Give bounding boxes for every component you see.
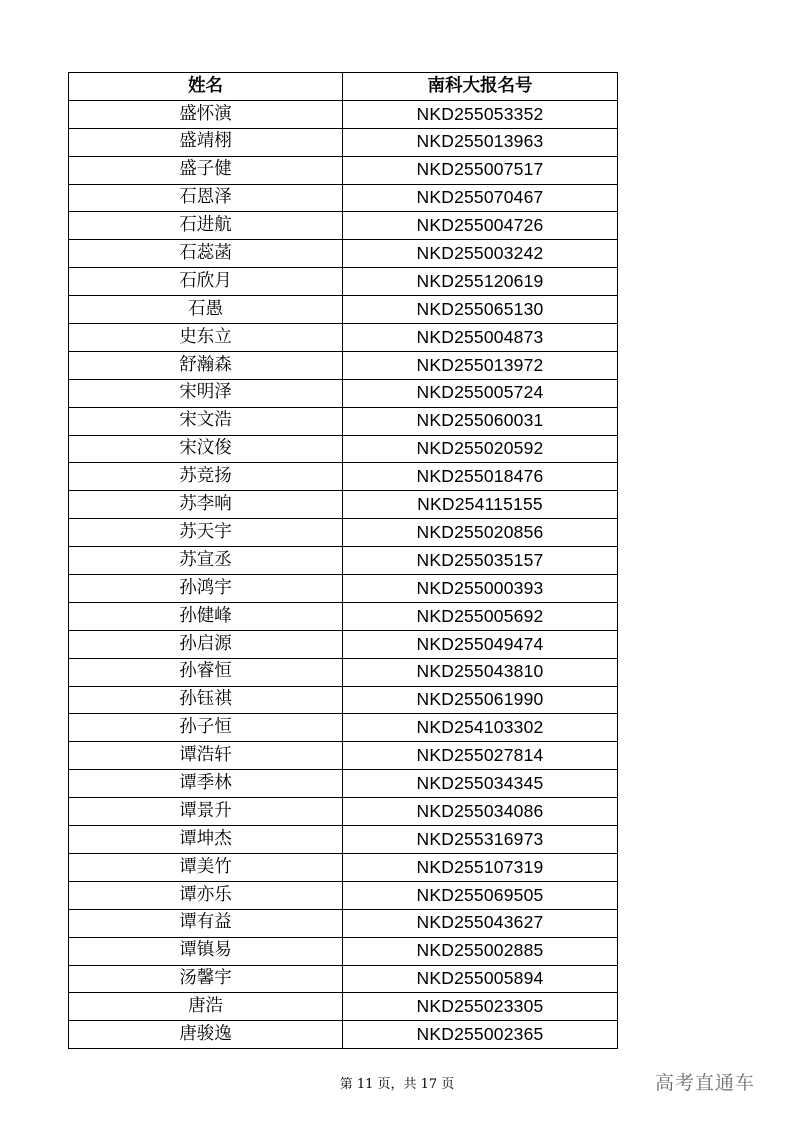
- table-row: [69, 937, 618, 965]
- student-name-cell: 孙启源: [69, 630, 343, 658]
- table-row: [69, 156, 618, 184]
- table-row: [69, 128, 618, 156]
- registration-id-cell: NKD255002365: [343, 1021, 618, 1049]
- student-name-cell: 汤馨宇: [69, 965, 343, 993]
- student-name-cell: 苏天宇: [69, 519, 343, 547]
- table-row: [69, 686, 618, 714]
- table-row: [69, 965, 618, 993]
- student-name-cell: 石恩泽: [69, 184, 343, 212]
- student-name-cell: 史东立: [69, 324, 343, 352]
- table-row: [69, 742, 618, 770]
- registration-id-cell: NKD255018476: [343, 463, 618, 491]
- registration-id-cell: NKD255013972: [343, 351, 618, 379]
- table-row: [69, 519, 618, 547]
- registration-id-cell: NKD255004873: [343, 324, 618, 352]
- student-name-cell: 谭季林: [69, 770, 343, 798]
- student-name-cell: 谭有益: [69, 909, 343, 937]
- student-name-cell: 孙钰祺: [69, 686, 343, 714]
- registration-id-cell: NKD255004726: [343, 212, 618, 240]
- student-name-cell: 石愚: [69, 296, 343, 324]
- student-name-cell: 谭坤杰: [69, 826, 343, 854]
- registration-id-cell: NKD255000393: [343, 575, 618, 603]
- registration-id-cell: NKD255053352: [343, 100, 618, 128]
- table-row: [69, 379, 618, 407]
- registration-id-cell: NKD255023305: [343, 993, 618, 1021]
- registration-id-cell: NKD255043810: [343, 658, 618, 686]
- table-row: [69, 770, 618, 798]
- registration-id-cell: NKD255049474: [343, 630, 618, 658]
- table-row: [69, 826, 618, 854]
- roster-table: [68, 72, 618, 1049]
- student-name-cell: 舒瀚森: [69, 351, 343, 379]
- student-name-cell: 苏竞扬: [69, 463, 343, 491]
- student-name-cell: 孙子恒: [69, 714, 343, 742]
- student-name-cell: 谭亦乐: [69, 881, 343, 909]
- registration-id-cell: NKD255316973: [343, 826, 618, 854]
- student-name-cell: 宋汶俊: [69, 435, 343, 463]
- student-name-cell: 石进航: [69, 212, 343, 240]
- table-row: [69, 798, 618, 826]
- registration-id-cell: NKD255107319: [343, 853, 618, 881]
- registration-id-cell: NKD255003242: [343, 240, 618, 268]
- registration-id-cell: NKD255013963: [343, 128, 618, 156]
- table-row: [69, 853, 618, 881]
- student-name-cell: 苏李响: [69, 491, 343, 519]
- column-header-name: 姓名: [69, 73, 343, 101]
- registration-id-cell: NKD255061990: [343, 686, 618, 714]
- table-row: [69, 240, 618, 268]
- table-row: [69, 714, 618, 742]
- registration-id-cell: NKD255043627: [343, 909, 618, 937]
- student-name-cell: 石欣月: [69, 268, 343, 296]
- student-name-cell: 宋明泽: [69, 379, 343, 407]
- student-name-cell: 唐浩: [69, 993, 343, 1021]
- table-row: [69, 575, 618, 603]
- table-row: [69, 658, 618, 686]
- table-row: [69, 324, 618, 352]
- registration-id-cell: NKD255002885: [343, 937, 618, 965]
- table-row: [69, 407, 618, 435]
- table-row: [69, 296, 618, 324]
- registration-id-cell: NKD255020856: [343, 519, 618, 547]
- registration-id-cell: NKD255120619: [343, 268, 618, 296]
- table-row: [69, 602, 618, 630]
- student-name-cell: 宋文浩: [69, 407, 343, 435]
- student-name-cell: 唐骏逸: [69, 1021, 343, 1049]
- student-name-cell: 盛靖栩: [69, 128, 343, 156]
- registration-id-cell: NKD255034345: [343, 770, 618, 798]
- table-row: [69, 881, 618, 909]
- table-row: [69, 268, 618, 296]
- registration-id-cell: NKD254103302: [343, 714, 618, 742]
- table-row: [69, 212, 618, 240]
- watermark-logo-text: 高考直通车: [655, 1072, 756, 1094]
- table-row: [69, 909, 618, 937]
- student-name-cell: 谭美竹: [69, 853, 343, 881]
- registration-id-cell: NKD255005724: [343, 379, 618, 407]
- table-row: [69, 184, 618, 212]
- registration-id-cell: NKD255027814: [343, 742, 618, 770]
- student-name-cell: 盛子健: [69, 156, 343, 184]
- student-name-cell: 苏宣丞: [69, 547, 343, 575]
- column-header-registration-id: 南科大报名号: [343, 73, 618, 101]
- table-header-row: [69, 73, 618, 101]
- page-number-footer: 第 11 页，共 17 页: [339, 1077, 455, 1092]
- registration-id-cell: NKD255070467: [343, 184, 618, 212]
- table-body: [69, 100, 618, 1048]
- registration-id-cell: NKD255005894: [343, 965, 618, 993]
- student-name-cell: 孙鸿宇: [69, 575, 343, 603]
- student-name-cell: 谭景升: [69, 798, 343, 826]
- student-name-cell: 谭镇易: [69, 937, 343, 965]
- table-row: [69, 491, 618, 519]
- table-row: [69, 630, 618, 658]
- student-name-cell: 谭浩轩: [69, 742, 343, 770]
- student-name-cell: 石蕊菡: [69, 240, 343, 268]
- registration-id-cell: NKD255065130: [343, 296, 618, 324]
- student-name-cell: 孙健峰: [69, 602, 343, 630]
- registration-id-cell: NKD255007517: [343, 156, 618, 184]
- table-row: [69, 435, 618, 463]
- registration-id-cell: NKD255020592: [343, 435, 618, 463]
- registration-id-cell: NKD255069505: [343, 881, 618, 909]
- registration-id-cell: NKD255035157: [343, 547, 618, 575]
- student-name-cell: 孙睿恒: [69, 658, 343, 686]
- table-row: [69, 351, 618, 379]
- table-row: [69, 1021, 618, 1049]
- registration-id-cell: NKD255034086: [343, 798, 618, 826]
- table-row: [69, 993, 618, 1021]
- table-row: [69, 547, 618, 575]
- table-row: [69, 463, 618, 491]
- registration-id-cell: NKD255060031: [343, 407, 618, 435]
- student-name-cell: 盛怀演: [69, 100, 343, 128]
- registration-id-cell: NKD254115155: [343, 491, 618, 519]
- registration-id-cell: NKD255005692: [343, 602, 618, 630]
- table-row: [69, 100, 618, 128]
